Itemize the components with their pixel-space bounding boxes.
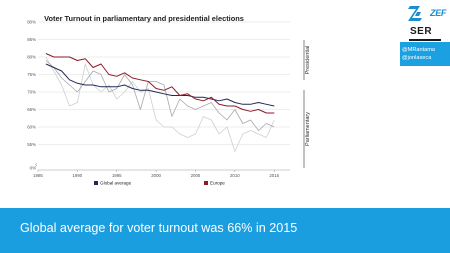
- series-line-light-series: [46, 57, 274, 152]
- line-chart: [24, 8, 324, 188]
- x-tick-label: 1990: [72, 173, 83, 178]
- x-tick-label: 2005: [190, 173, 201, 178]
- axis-break-mark: [35, 163, 37, 167]
- y-tick-label: 85%: [27, 37, 36, 43]
- handle-mrantama[interactable]: @MRantama: [402, 47, 436, 53]
- y-tick-label: 80%: [27, 19, 36, 25]
- logo-zef-text: ZEF: [430, 8, 447, 18]
- x-tick-label: 2015: [269, 173, 280, 178]
- y-tick-label: 80%: [27, 54, 36, 60]
- social-handles: [400, 42, 450, 66]
- y-tick-label: 75%: [27, 72, 36, 78]
- x-tick-label: 2000: [151, 173, 162, 178]
- y-tick-label: 55%: [27, 142, 36, 148]
- legend-label-europe: Europe: [210, 180, 225, 186]
- caption-band: [0, 208, 450, 253]
- series-line-global-average: [46, 64, 274, 106]
- y-tick-label: 65%: [27, 107, 36, 113]
- series-line-gray-series: [46, 61, 274, 131]
- zef-logo-icon: [408, 4, 432, 22]
- chart: [24, 8, 324, 188]
- logo-underline: [409, 39, 441, 41]
- logo-ser-text: SER: [410, 26, 433, 37]
- x-tick-label: 2010: [229, 173, 240, 178]
- parliamentary-label: Parliamentary: [305, 112, 311, 146]
- legend-label-global-average: Global average: [100, 180, 132, 186]
- legend-swatch-global-average: [94, 181, 98, 185]
- legend-swatch-europe: [204, 181, 208, 185]
- presidential-label: Presidential: [305, 45, 311, 75]
- y-tick-label: 70%: [27, 89, 36, 95]
- x-tick-label: 1985: [33, 173, 43, 178]
- x-tick-label: 1995: [111, 173, 122, 178]
- handle-jonlaseca[interactable]: @jonlaseca: [402, 55, 432, 61]
- caption-text: Global average for voter turnout was 66% in 2015: [20, 221, 298, 235]
- y-tick-label: 0%: [29, 165, 36, 171]
- chart-title: Voter Turnout in parliamentary and presidential elections: [44, 14, 244, 23]
- y-tick-label: 60%: [27, 124, 36, 130]
